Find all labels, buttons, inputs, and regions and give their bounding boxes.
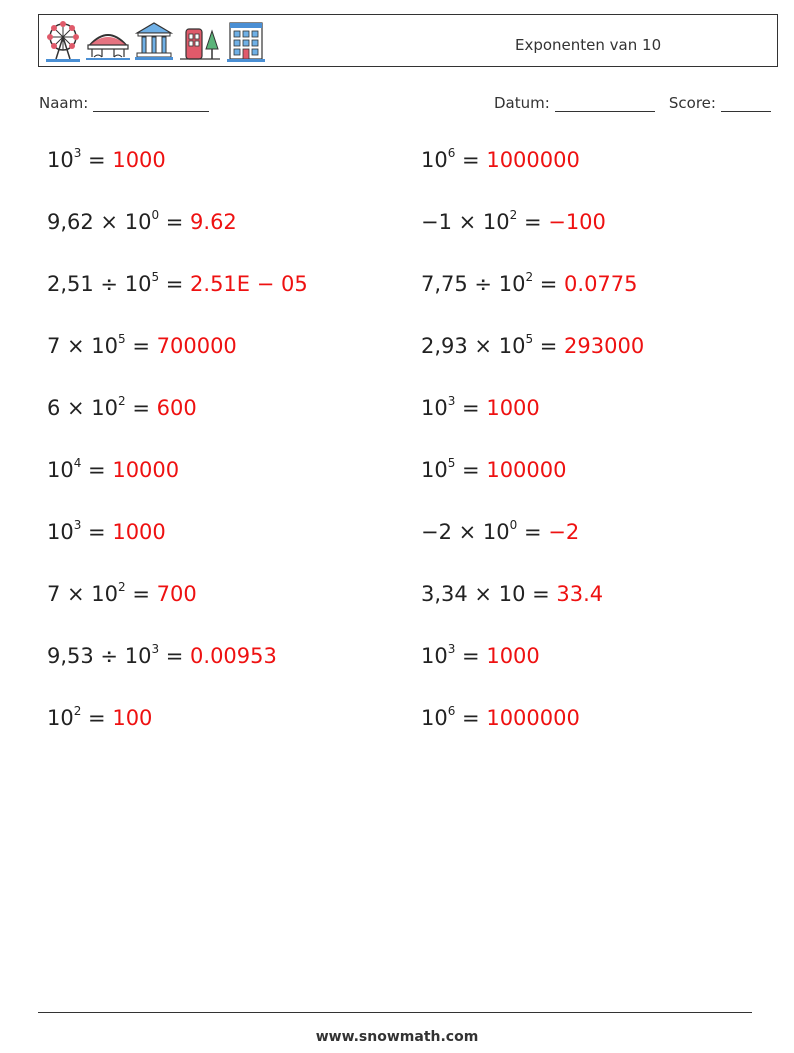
- problem-item: [421, 334, 644, 358]
- problem-item: [47, 396, 197, 420]
- problem-answer: 1000000: [486, 148, 580, 172]
- problem-item: [47, 272, 308, 296]
- header-icons: [44, 18, 266, 64]
- problem-expression: −2 × 10: [421, 520, 510, 544]
- problem-item: [47, 582, 197, 606]
- problem-item: [421, 210, 606, 234]
- equals-sign: =: [159, 210, 191, 234]
- problem-expression: 7 × 10: [47, 582, 119, 606]
- header-box: [38, 14, 778, 67]
- name-field: [39, 94, 209, 112]
- problem-exponent: 6: [447, 704, 456, 718]
- problem-item: [47, 644, 277, 668]
- worksheet-title: Exponenten van 10: [515, 36, 662, 54]
- problem-item: [421, 272, 638, 296]
- equals-sign: =: [81, 520, 113, 544]
- problem-item: [47, 334, 237, 358]
- problem-answer: 700: [156, 582, 197, 606]
- problem-expression: 7,75 ÷ 10: [421, 272, 526, 296]
- date-blank: [555, 95, 655, 112]
- problem-answer: 9.62: [190, 210, 237, 234]
- phone-booth-tree-icon: [178, 19, 222, 63]
- problem-answer: 33.4: [556, 582, 604, 606]
- problem-answer: 1000: [112, 148, 166, 172]
- problem-expression: −1 × 10: [421, 210, 510, 234]
- score-label: Score:: [668, 94, 716, 112]
- problem-expression: 10: [421, 396, 448, 420]
- problem-answer: 1000000: [486, 706, 580, 730]
- problem-expression: 7 × 10: [47, 334, 119, 358]
- building-icon: [226, 19, 266, 63]
- equals-sign: =: [125, 396, 157, 420]
- problem-expression: 10: [47, 148, 74, 172]
- equals-sign: =: [455, 396, 487, 420]
- problem-answer: 0.0775: [564, 272, 638, 296]
- problem-item: [421, 582, 603, 606]
- problem-expression: 6 × 10: [47, 396, 119, 420]
- problem-exponent: 3: [73, 518, 82, 532]
- problem-item: [421, 706, 580, 730]
- problem-item: [421, 148, 580, 172]
- problem-exponent: 3: [447, 642, 456, 656]
- equals-sign: =: [455, 644, 487, 668]
- problem-exponent: 5: [447, 456, 456, 470]
- problem-answer: 1000: [486, 644, 540, 668]
- problem-answer: 10000: [112, 458, 180, 482]
- ferris-wheel-icon: [44, 19, 82, 63]
- problem-expression: 9,53 ÷ 10: [47, 644, 152, 668]
- museum-icon: [134, 19, 174, 63]
- problem-item: [421, 520, 579, 544]
- problem-answer: 100000: [486, 458, 567, 482]
- problem-item: [47, 706, 152, 730]
- problem-expression: 2,51 ÷ 10: [47, 272, 152, 296]
- problem-expression: 10: [421, 644, 448, 668]
- equals-sign: =: [81, 458, 113, 482]
- problem-exponent: 0: [151, 208, 160, 222]
- problem-expression: 10: [421, 706, 448, 730]
- problem-exponent: 2: [525, 270, 534, 284]
- problem-item: [421, 644, 540, 668]
- equals-sign: =: [455, 458, 487, 482]
- problem-exponent: 3: [447, 394, 456, 408]
- footer-divider: [38, 1012, 752, 1013]
- problem-answer: −2: [548, 520, 580, 544]
- name-label: Naam:: [39, 94, 89, 112]
- problem-answer: 100: [112, 706, 153, 730]
- problem-exponent: 2: [73, 704, 82, 718]
- equals-sign: =: [159, 272, 191, 296]
- problem-exponent: 3: [151, 642, 160, 656]
- problem-answer: 1000: [486, 396, 540, 420]
- bridge-icon: [86, 19, 130, 63]
- problem-exponent: 2: [509, 208, 518, 222]
- equals-sign: =: [455, 706, 487, 730]
- problem-answer: 700000: [156, 334, 237, 358]
- problem-item: [47, 210, 237, 234]
- footer-url: www.snowmath.com: [315, 1029, 479, 1045]
- problem-exponent: 4: [73, 456, 82, 470]
- problem-exponent: 5: [118, 332, 126, 346]
- equals-sign: =: [533, 272, 565, 296]
- equals-sign: =: [517, 520, 549, 544]
- problem-item: [421, 396, 540, 420]
- problem-exponent: 3: [73, 146, 82, 160]
- problem-expression: 9,62 × 10: [47, 210, 152, 234]
- problem-item: [421, 458, 567, 482]
- problem-expression: 3,34 × 10: [421, 582, 526, 606]
- problem-expression: 10: [47, 458, 74, 482]
- equals-sign: =: [533, 334, 565, 358]
- problem-exponent: 2: [118, 394, 126, 408]
- problem-exponent: 6: [447, 146, 456, 160]
- problem-expression: 10: [421, 148, 448, 172]
- equals-sign: =: [525, 582, 557, 606]
- problem-exponent: 5: [151, 270, 160, 284]
- problem-item: [47, 458, 179, 482]
- problem-expression: 10: [47, 520, 74, 544]
- problem-expression: 10: [421, 458, 448, 482]
- equals-sign: =: [125, 334, 157, 358]
- equals-sign: =: [455, 148, 487, 172]
- equals-sign: =: [81, 148, 113, 172]
- equals-sign: =: [81, 706, 113, 730]
- problem-expression: 2,93 × 10: [421, 334, 526, 358]
- equals-sign: =: [125, 582, 157, 606]
- problem-answer: 600: [156, 396, 197, 420]
- equals-sign: =: [159, 644, 191, 668]
- date-score-field: [494, 94, 771, 112]
- equals-sign: =: [517, 210, 549, 234]
- score-blank: [721, 95, 771, 112]
- name-blank: [93, 95, 209, 112]
- problem-exponent: 0: [509, 518, 518, 532]
- problem-exponent: 2: [118, 580, 126, 594]
- problem-item: [47, 148, 166, 172]
- problem-answer: 0.00953: [190, 644, 277, 668]
- problem-expression: 10: [47, 706, 74, 730]
- problem-answer: −100: [548, 210, 606, 234]
- problem-item: [47, 520, 166, 544]
- problem-exponent: 5: [525, 332, 534, 346]
- problem-answer: 293000: [564, 334, 645, 358]
- problem-answer: 1000: [112, 520, 166, 544]
- problem-answer: 2.51E − 05: [190, 272, 308, 296]
- date-label: Datum:: [494, 94, 550, 112]
